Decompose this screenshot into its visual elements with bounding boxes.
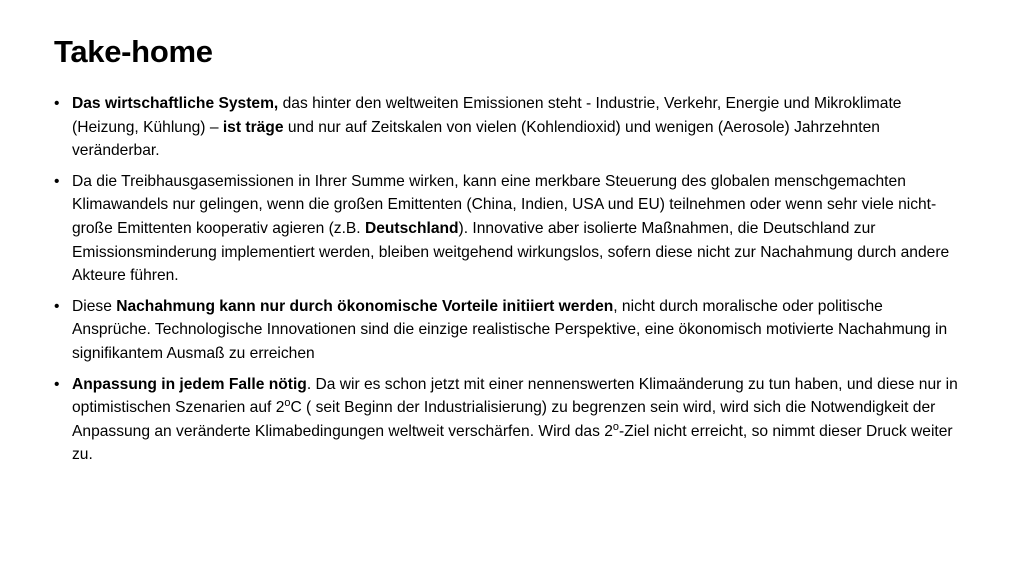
bullet-dot-icon: • <box>54 375 60 393</box>
bold-text: Nachahmung kann nur durch ökonomische Vorteile initiiert werden <box>116 297 614 315</box>
slide-title: Take-home <box>54 34 213 69</box>
bold-text: Deutschland <box>364 219 459 237</box>
bullet-dot-icon: • <box>54 172 60 190</box>
text-segment: -Ziel nicht erreicht, so nimmt dieser Druck weiter zu. <box>72 422 953 464</box>
bold-text: Das wirtschaftliche System, <box>72 95 279 112</box>
bold-text: ist träge <box>222 118 284 136</box>
text-segment: das hinter den weltweiten Emissionen steht - Industrie, Verkehr, Energie und Mikroklimate (Heizung, Kühlung) – <box>72 95 902 136</box>
text-segment: , nicht durch moralische oder politische Ansprüche. Technologische Innovationen sind die einzige realistische Perspektive, eine ökonomisch motivierte Nachahmung in signifikantem Ausmaß zu erreichen <box>72 297 948 362</box>
bullet-item <box>54 92 964 163</box>
text-segment: Da die Treibhausgasemissionen in Ihrer Summe wirken, kann eine merkbare Steuerung des globalen menschgemachten Klimawandels nur gelingen, wenn die großen Emittenten (China, Indien, USA und EU) teilnehmen oder wenn sehr viele nicht-große Emittenten kooperativ agieren (z.B. <box>72 172 937 237</box>
superscript-text: o <box>284 396 291 409</box>
bullet-list <box>54 92 964 474</box>
text-segment: . Da wir es schon jetzt mit einer nennenswerten Klimaänderung zu tun haben, und diese nur in optimistischen Szenarien auf 2 <box>72 375 958 417</box>
text-segment: Diese <box>72 297 117 315</box>
superscript-text: o <box>612 420 619 433</box>
bullet-dot-icon: • <box>54 297 60 315</box>
bullet-item <box>54 373 964 467</box>
text-segment: ). Innovative aber isolierte Maßnahmen, die Deutschland zur Emissionsminderung implementiert werden, bleiben weitgehend wirkungslos, sofern diese nicht zur Nachahmung durch andere Akteure führen. <box>72 219 950 285</box>
text-segment: C ( seit Beginn der Industrialisierung) zu begrenzen sein wird, wird sich die Notwendigkeit der Anpassung an veränderte Klimabedingungen weltweit verschärfen. Wird das 2 <box>72 399 936 440</box>
bold-text: Anpassung in jedem Falle nötig <box>72 375 307 393</box>
bullet-item <box>54 170 964 288</box>
bullet-dot-icon: • <box>54 95 60 112</box>
text-segment: und nur auf Zeitskalen von vielen (Kohlendioxid) und wenigen (Aerosole) Jahrzehnten veränderbar. <box>72 118 880 160</box>
bullet-item <box>54 295 964 366</box>
